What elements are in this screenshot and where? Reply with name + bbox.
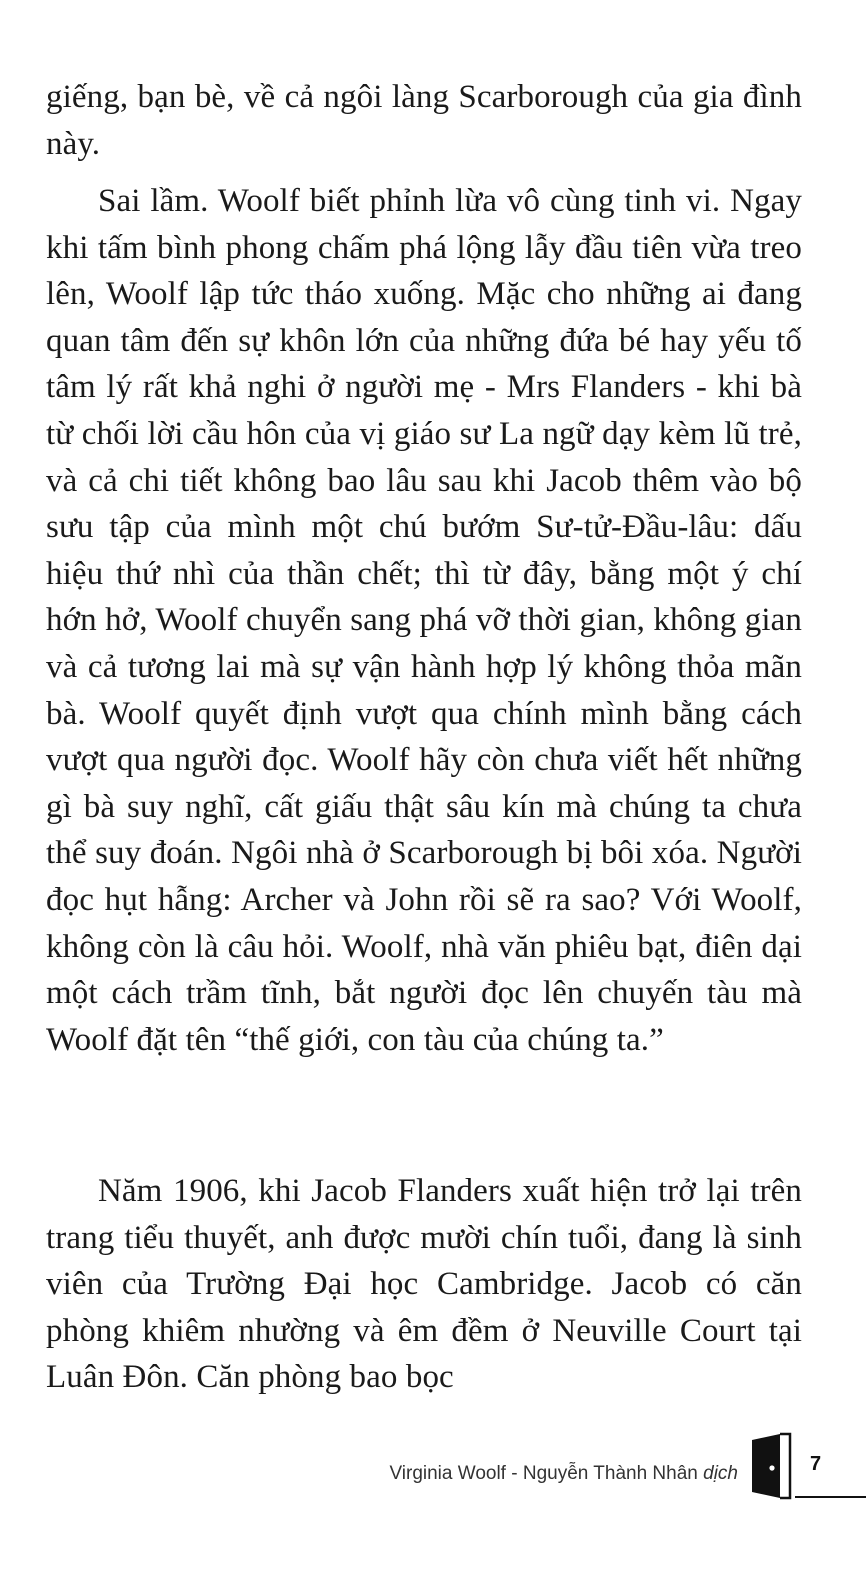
page-number: 7	[810, 1453, 822, 1475]
page-footer	[0, 1420, 866, 1510]
door-icon	[750, 1432, 792, 1500]
paragraph-continuation	[46, 74, 802, 167]
paragraph-1-text: giếng, bạn bè, về cả ngôi làng Scarborough của gia đình này.	[46, 79, 802, 162]
paragraph-3-text: Năm 1906, khi Jacob Flanders xuất hiện trở lại trên trang tiểu thuyết, anh được mười chín tuổi, đang là sinh viên của Trường Đại học Cambridge. Jacob có căn phòng khiêm nhường và êm đềm ở Neuville Court tại Luân Đôn. Căn phòng bao bọc	[46, 1173, 802, 1396]
paragraph-sai-lam	[46, 178, 802, 1063]
credit-names: Virginia Woolf - Nguyễn Thành Nhân	[389, 1463, 698, 1484]
credit-role: dịch	[703, 1463, 738, 1484]
author-translator-credit	[389, 1463, 738, 1485]
paragraph-2-text: Sai lầm. Woolf biết phỉnh lừa vô cùng tinh vi. Ngay khi tấm bình phong chấm phá lộng lẫy đầu tiên vừa treo lên, Woolf lập tức tháo xuống. Mặc cho những ai đang quan tâm đến sự khôn lớn của những đứa bé hay yếu tố tâm lý rất khả nghi ở người mẹ - Mrs Flanders - khi bà từ chối lời cầu hôn của vị giáo sư La ngữ dạy kèm lũ trẻ, và cả chi tiết không bao lâu sau khi Jacob thêm vào bộ sưu tập của mình một chú bướm Sư-tử-Đầu-lâu: dấu hiệu thứ nhì của thần chết; thì từ đây, bằng một ý chí hớn hở, Woolf chuyển sang phá vỡ thời gian, không gian và cả tương lai mà sự vận hành hợp lý không thỏa mãn bà. Woolf quyết định vượt qua chính mình bằng cách vượt qua người đọc. Woolf hãy còn chưa viết hết những gì bà suy nghĩ, cất giấu thật sâu kín mà chúng ta chưa thể suy đoán. Ngôi nhà ở Scarborough bị bôi xóa. Người đọc hụt hẫng: Archer và John rồi sẽ ra sao? Với Woolf, không còn là câu hỏi. Woolf, nhà văn phiêu bạt, điên dại một cách trầm tĩnh, bắt người đọc lên chuyến tàu mà Woolf đặt tên “thế giới, con tàu của chúng ta.”	[46, 183, 802, 1058]
paragraph-nam-1906	[46, 1168, 802, 1401]
footer-divider	[795, 1496, 866, 1498]
